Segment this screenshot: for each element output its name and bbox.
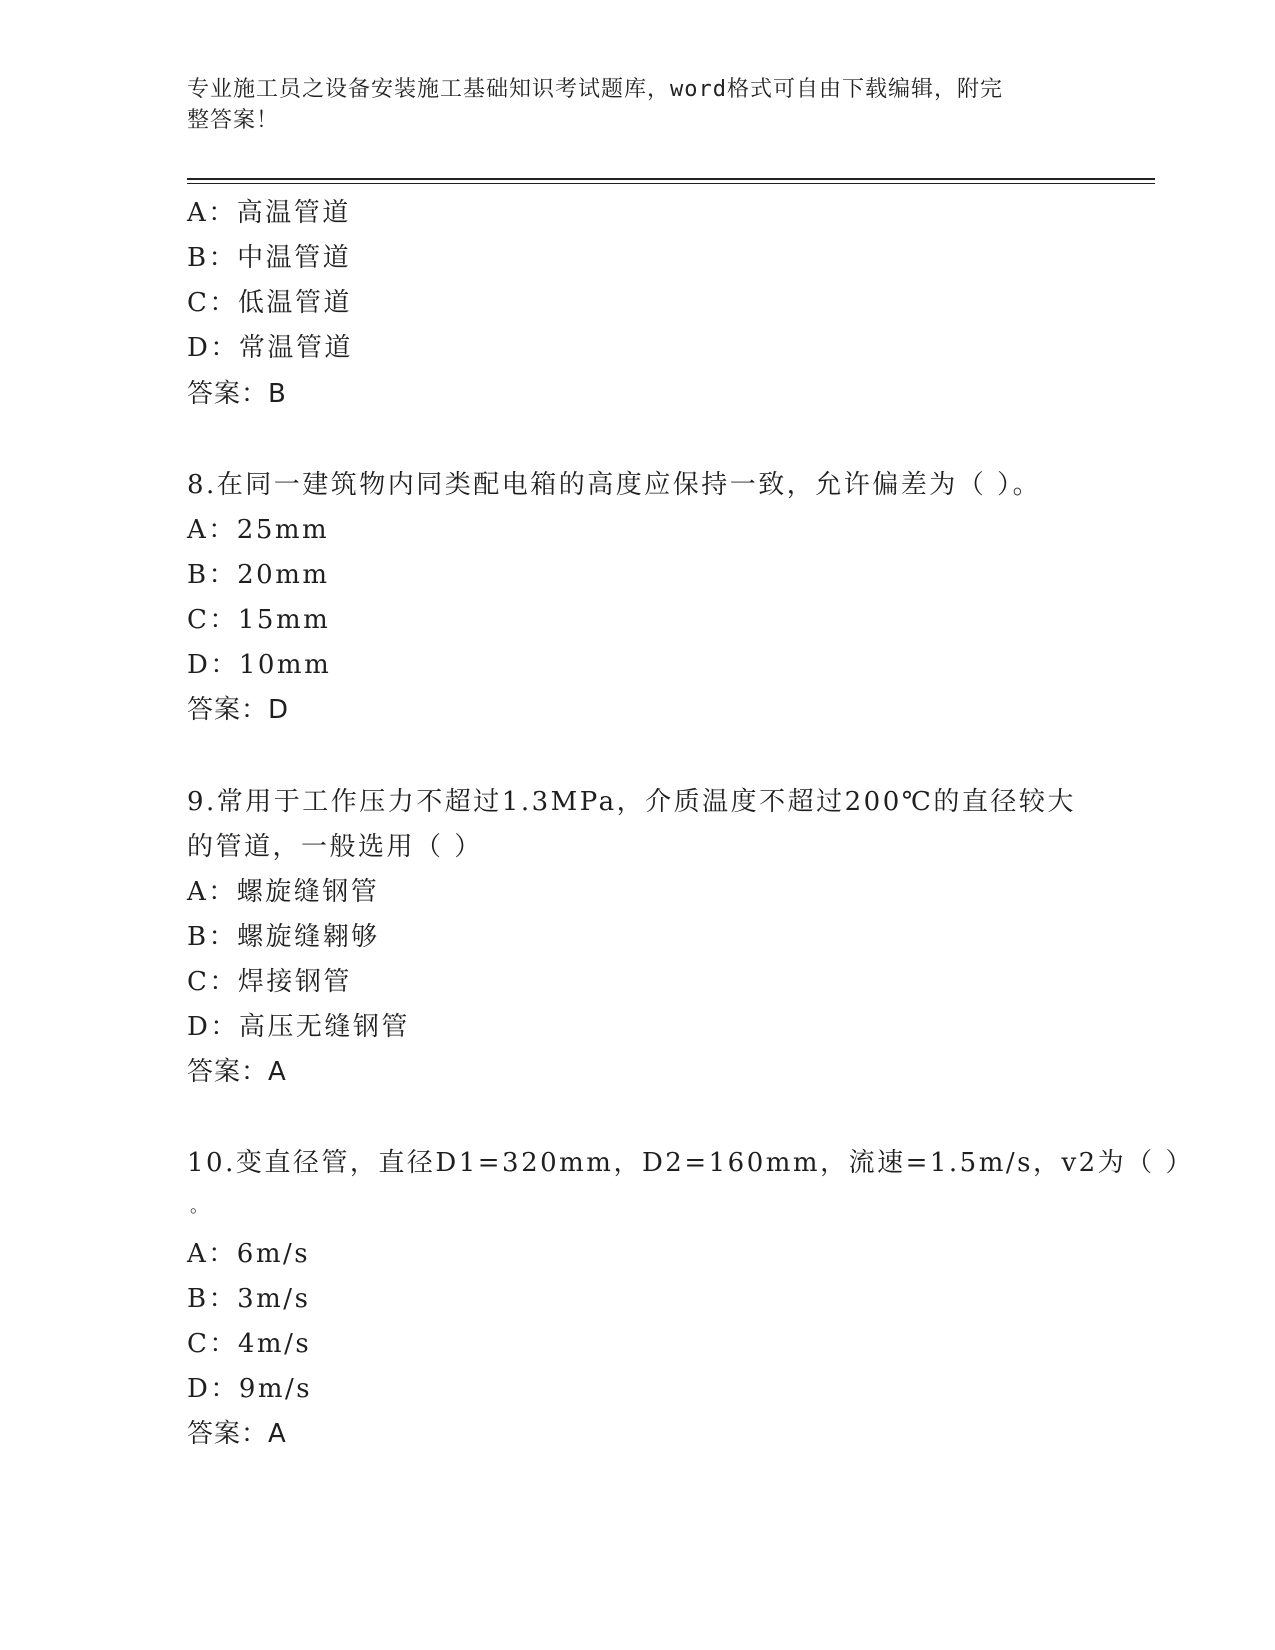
- q10-question-line-1: 10.变直径管，直径D1=320mm，D2=160mm，流速=1.5m/s，v2为（ ）: [187, 1148, 1194, 1178]
- q9-answer: 答案：A: [187, 1057, 287, 1087]
- q10-option-b: B：3m/s: [187, 1284, 311, 1314]
- q9-option-c: C：焊接钢管: [187, 967, 352, 997]
- q10-option-c: C：4m/s: [187, 1329, 312, 1359]
- q10-answer: 答案：A: [187, 1419, 287, 1449]
- q7-answer: 答案：B: [187, 379, 287, 409]
- q7-option-c: C：低温管道: [187, 288, 352, 318]
- q9-question-line-2: 的管道，一般选用（ ）: [187, 832, 483, 862]
- header-line-2: 整答案！: [187, 108, 280, 133]
- document-header: [187, 74, 1067, 136]
- q8-question: 8.在同一建筑物内同类配电箱的高度应保持一致，允许偏差为（ ）。: [187, 470, 1042, 500]
- q10-question-line-2: 。: [190, 1196, 208, 1217]
- q8-option-b: B：20mm: [187, 560, 330, 590]
- q8-option-a: A：25mm: [187, 515, 330, 545]
- q9-option-d: D：高压无缝钢管: [187, 1012, 410, 1042]
- q10-option-d: D：9m/s: [187, 1374, 313, 1404]
- q9-question-line-1: 9.常用于工作压力不超过1.3MPa，介质温度不超过200℃的直径较大: [187, 787, 1076, 817]
- q9-option-a: A：螺旋缝钢管: [187, 877, 380, 907]
- q8-option-c: C：15mm: [187, 605, 331, 635]
- header-line-1: 专业施工员之设备安装施工基础知识考试题库，word格式可自由下载编辑，附完: [187, 77, 1003, 102]
- header-divider-top: [187, 178, 1155, 180]
- q8-option-d: D：10mm: [187, 650, 332, 680]
- q9-option-b: B：螺旋缝翱够: [187, 922, 380, 952]
- q7-option-b: B：中温管道: [187, 243, 352, 273]
- q8-answer: 答案：D: [187, 695, 290, 725]
- q10-option-a: A：6m/s: [187, 1239, 311, 1269]
- q7-option-a: A：高温管道: [187, 198, 351, 228]
- q7-option-d: D：常温管道: [187, 333, 353, 363]
- header-divider-bottom: [187, 183, 1155, 184]
